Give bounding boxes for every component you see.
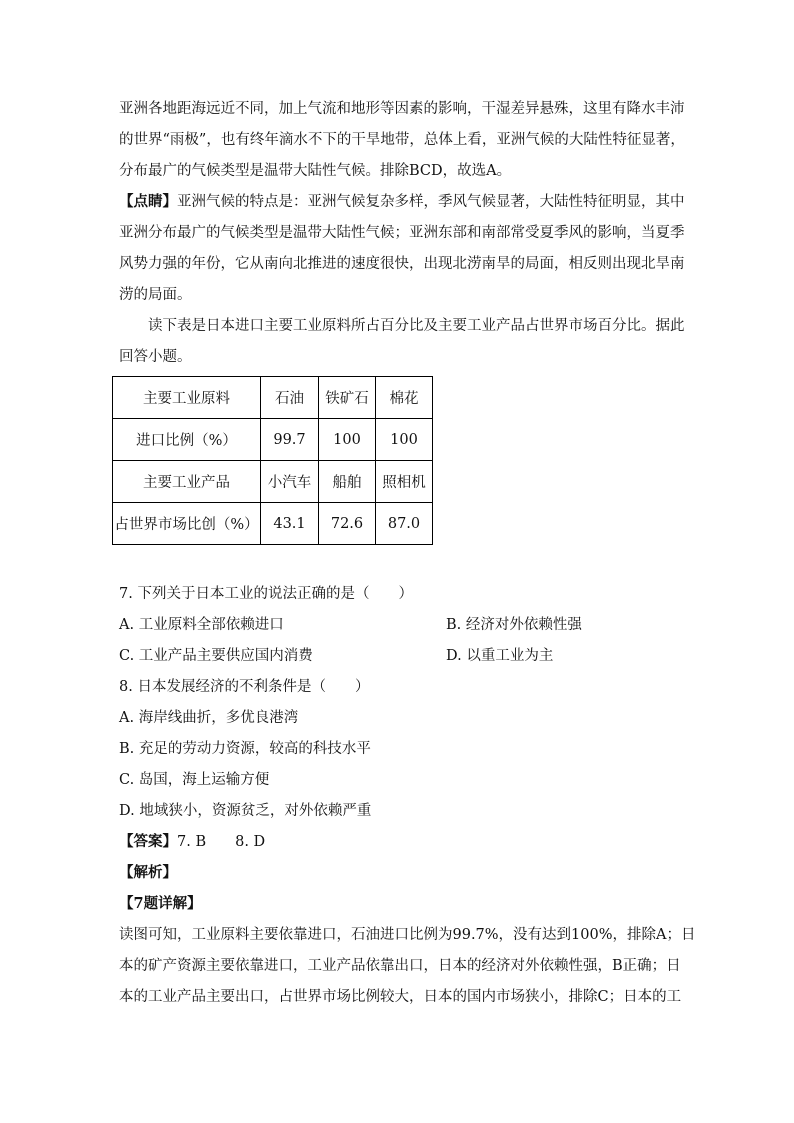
table-cell: 石油 bbox=[261, 377, 319, 419]
japan-industry-table bbox=[112, 376, 433, 545]
dianjing-text-1: 亚洲气候的特点是：亚洲气候复杂多样，季风气候显著，大陆性特征明显，其中 bbox=[177, 194, 685, 210]
analysis-line-2: 本的矿产资源主要依靠进口，工业产品依靠出口，日本的经济对外依赖性强，B正确；日 bbox=[119, 958, 681, 974]
table-row bbox=[113, 377, 433, 419]
table-cell: 43.1 bbox=[261, 503, 319, 545]
intro-line-1: 亚洲各地距海远近不同，加上气流和地形等因素的影响，干湿差异悬殊，这里有降水丰沛 bbox=[119, 101, 685, 117]
table-row bbox=[113, 461, 433, 503]
answer-line bbox=[119, 832, 265, 852]
table-cell: 100 bbox=[319, 419, 376, 461]
dianjing-line-1 bbox=[119, 192, 685, 212]
q8-stem: 8. 日本发展经济的不利条件是（ ） bbox=[119, 679, 370, 695]
q7-option-b: B. 经济对外依赖性强 bbox=[446, 617, 582, 633]
reading-line-1: 读下表是日本进口主要工业原料所占百分比及主要工业产品占世界市场百分比。据此 bbox=[148, 318, 685, 334]
table-cell: 主要工业产品 bbox=[113, 461, 261, 503]
dianjing-line-2: 亚洲分布最广的气候类型是温带大陆性气候；亚洲东部和南部常受夏季风的影响，当夏季 bbox=[119, 225, 685, 241]
table-row bbox=[113, 419, 433, 461]
dianjing-line-3: 风势力强的年份，它从南向北推进的速度很快，出现北涝南旱的局面，相反则出现北旱南 bbox=[119, 256, 685, 272]
table-cell: 87.0 bbox=[376, 503, 433, 545]
q7-option-a: A. 工业原料全部依赖进口 bbox=[119, 617, 284, 633]
table-cell: 小汽车 bbox=[261, 461, 319, 503]
reading-line-2: 回答小题。 bbox=[119, 349, 192, 365]
q8-option-b: B. 充足的劳动力资源，较高的科技水平 bbox=[119, 741, 371, 757]
analysis-label: 【解析】 bbox=[119, 864, 177, 881]
analysis-line-3: 本的工业产品主要出口，占世界市场比例较大，日本的国内市场狭小，排除C；日本的工 bbox=[119, 989, 682, 1005]
q8-option-a: A. 海岸线曲折，多优良港湾 bbox=[119, 710, 299, 726]
answer-label: 【答案】 bbox=[119, 833, 177, 850]
q7-option-d: D. 以重工业为主 bbox=[446, 648, 554, 664]
dianjing-line-4: 涝的局面。 bbox=[119, 287, 192, 303]
analysis-line-1: 读图可知，工业原料主要依靠进口，石油进口比例为99.7%，没有达到100%，排除A；日 bbox=[119, 927, 696, 943]
table-cell: 进口比例（%） bbox=[113, 419, 261, 461]
table-cell: 主要工业原料 bbox=[113, 377, 261, 419]
table-cell: 船舶 bbox=[319, 461, 376, 503]
table-cell: 100 bbox=[376, 419, 433, 461]
answer-text: 7. B 8. D bbox=[177, 834, 266, 850]
table-cell: 99.7 bbox=[261, 419, 319, 461]
table-cell: 照相机 bbox=[376, 461, 433, 503]
table-row bbox=[113, 503, 433, 545]
table-cell: 棉花 bbox=[376, 377, 433, 419]
table-cell: 72.6 bbox=[319, 503, 376, 545]
q7-stem: 7. 下列关于日本工业的说法正确的是（ ） bbox=[119, 586, 413, 602]
q8-option-d: D. 地域狭小，资源贫乏，对外依赖严重 bbox=[119, 803, 372, 819]
analysis-sub-label: 【7题详解】 bbox=[119, 895, 202, 912]
q7-option-c: C. 工业产品主要供应国内消费 bbox=[119, 648, 313, 664]
intro-line-2: 的世界“雨极”，也有终年滴水不下的干旱地带，总体上看，亚洲气候的大陆性特征显著， bbox=[119, 132, 685, 148]
dianjing-label: 【点睛】 bbox=[119, 193, 177, 210]
q8-option-c: C. 岛国，海上运输方便 bbox=[119, 772, 270, 788]
table-cell: 占世界市场比创（%） bbox=[113, 503, 261, 545]
intro-line-3: 分布最广的气候类型是温带大陆性气候。排除BCD，故选A。 bbox=[119, 163, 512, 179]
table-cell: 铁矿石 bbox=[319, 377, 376, 419]
